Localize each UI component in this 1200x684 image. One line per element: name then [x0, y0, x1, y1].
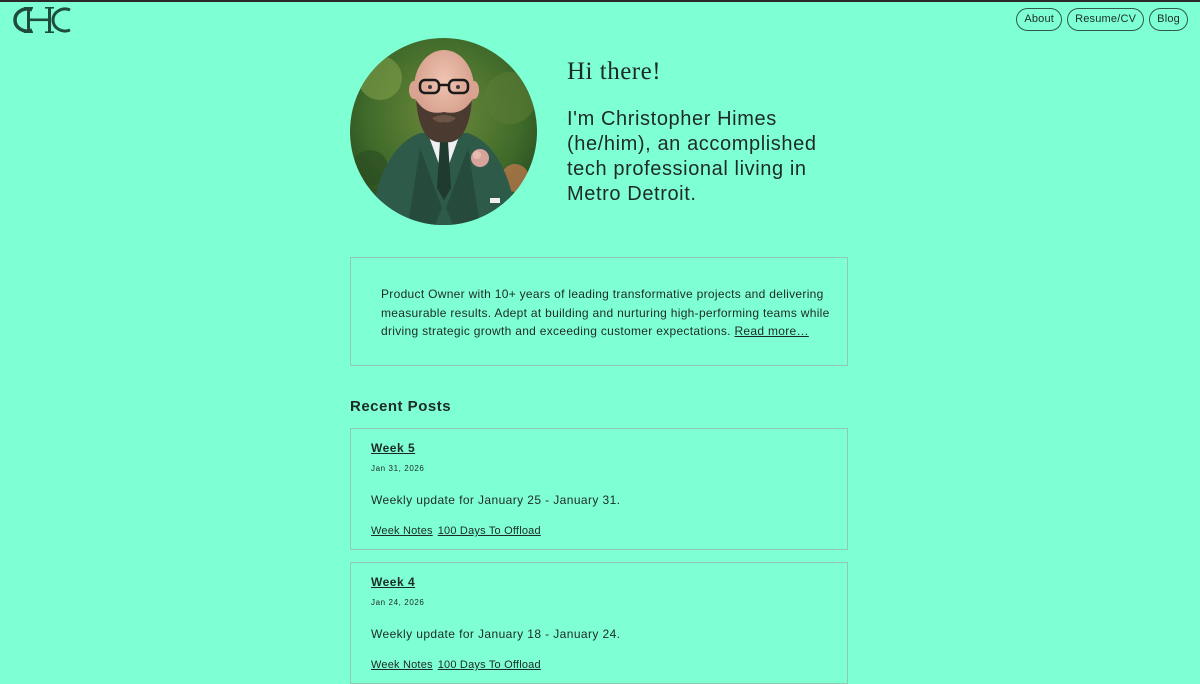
read-more-link[interactable]: Read more…: [734, 324, 809, 338]
main-nav: [1016, 8, 1188, 31]
post-date: Jan 31, 2026: [371, 464, 425, 473]
site-logo[interactable]: [10, 4, 76, 36]
hero-greeting: Hi there!: [567, 58, 662, 85]
tag-week-notes-link[interactable]: Week Notes: [371, 525, 433, 537]
summary-text: [381, 285, 831, 341]
post-description: Weekly update for January 18 - January 24.: [371, 627, 621, 641]
nav-about-link[interactable]: About: [1016, 8, 1062, 31]
hero-intro: I'm Christopher Himes (he/him), an accomplished tech professional living in Metro Detroit.: [567, 108, 817, 205]
post-tags: [371, 659, 541, 671]
tag-100-days-link[interactable]: 100 Days To Offload: [437, 659, 541, 671]
top-border: [0, 0, 1200, 2]
post-date: Jan 24, 2026: [371, 598, 425, 607]
nav-resume-link[interactable]: Resume/CV: [1067, 8, 1144, 31]
post-title-link[interactable]: Week 4: [371, 575, 416, 589]
summary-body: Product Owner with 10+ years of leading transformative projects and delivering measurable results. Adept at building and nurturing high-performing teams while driving strategic growth and exceeding customer expectations.: [381, 287, 830, 338]
tag-100-days-link[interactable]: 100 Days To Offload: [437, 525, 541, 537]
nav-blog-link[interactable]: Blog: [1149, 8, 1188, 31]
post-tags: [371, 525, 541, 537]
post-card: [350, 562, 848, 684]
post-title-link[interactable]: Week 5: [371, 441, 416, 455]
tag-week-notes-link[interactable]: Week Notes: [371, 659, 433, 671]
recent-posts-title: Recent Posts: [350, 398, 452, 415]
post-card: [350, 428, 848, 550]
summary-card: [350, 257, 848, 366]
profile-photo: [350, 38, 537, 225]
post-description: Weekly update for January 25 - January 31.: [371, 493, 621, 507]
